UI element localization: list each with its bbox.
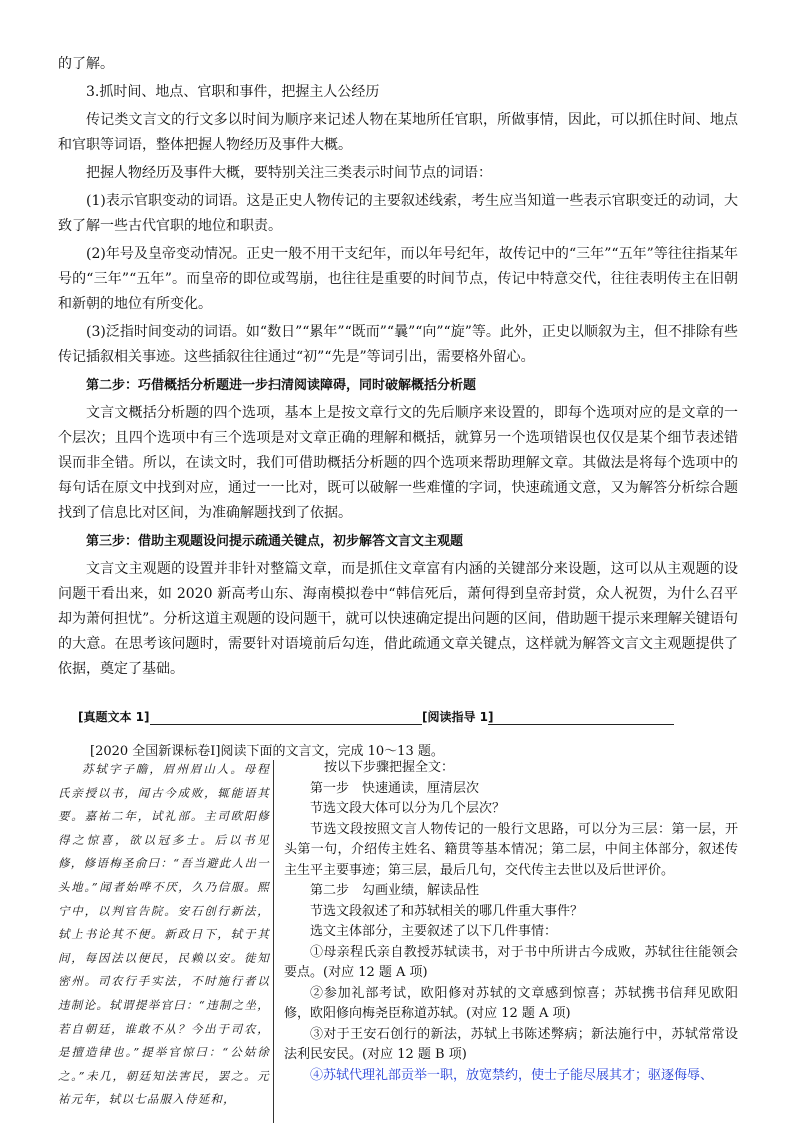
guide-line: 第二步 勾画业绩，解读品性 bbox=[310, 883, 480, 898]
guide-line: 按以下步骤把握全文： bbox=[324, 760, 455, 775]
guide-line: 选文主体部分，主要叙述了以下几件事情： bbox=[310, 924, 558, 939]
column-divider bbox=[273, 760, 274, 1123]
main-text bbox=[58, 52, 738, 685]
step3-paragraph: 文言文主观题的设置并非针对整篇文章，而是抓住文章富有内涵的关键部分来设题，这可以从主观题的设问题干看出来，如 2020 新高考山东、海南模拟卷中“韩信死后，萧何得到皇帝封赏，众人祝贺，为什么召平却为萧何担忧”。分析这道主观题的设问题干，就可以快速确定提出问题的区间，借助题干提示来理解关键语句的大意。在思考该问题时，需要针对语境前后勾连，借此疏通文章关键点，这样就为解答文言文主观题提供了依据，奠定了基础。 bbox=[58, 561, 738, 677]
two-column-section bbox=[58, 758, 738, 1123]
header-right-line bbox=[488, 724, 674, 725]
paragraph-1: 的了解。 bbox=[58, 56, 114, 72]
paragraph-2: 3.抓时间、地点、官职和事件，把握主人公经历 bbox=[86, 84, 380, 100]
guide-line: 第一步 快速通读，厘清层次 bbox=[310, 780, 480, 796]
paragraph-4: 把握人物经历及事件大概，要特别关注三类表示时间节点的词语： bbox=[86, 165, 492, 181]
paragraph-5: (1)表示官职变动的词语。这是正史人物传记的主要叙述线索，考生应当知道一些表示官职变迁的动词，大致了解一些古代官职的地位和职责。 bbox=[58, 193, 738, 234]
header-left-label: [真题文本 1] bbox=[78, 710, 150, 724]
guide-line: ③对于王安石创行的新法，苏轼上书陈述弊病；新法施行中，苏轼常常设法利民安民。(对应 12 题 B 项) bbox=[284, 1026, 738, 1062]
guide-line-highlighted: ④苏轼代理礼部贡举一职，放宽禁约，使士子能尽展其才；驱逐侮辱、 bbox=[310, 1067, 714, 1083]
header-right-label: [阅读指导 1] bbox=[422, 710, 494, 724]
step3-heading: 第三步：借助主观题设问提示疏通关键点，初步解答文言文主观题 bbox=[86, 534, 464, 549]
step2-paragraph: 文言文概括分析题的四个选项，基本上是按文章行文的先后顺序来设置的，即每个选项对应的是文章的一个层次；且四个选项中有三个选项是对文章正确的理解和概括，就算另一个选项错误也仅仅是某个细节表述错误而非全错。所以，在读文时，我们可借助概括分析题的四个选项来帮助理解文章。其做法是将每个选项中的每句话在原文中找到对应，通过一一比对，既可以破解一些难懂的字词，快速疏通文意，又为解答分析综合题找到了信息比对区间，为准确解题找到了依据。 bbox=[58, 405, 738, 521]
section-header-row bbox=[78, 708, 678, 728]
step2-heading: 第二步：巧借概括分析题进一步扫清阅读障碍，同时破解概括分析题 bbox=[86, 378, 477, 393]
classical-text: 苏轼字子瞻，眉州眉山人。母程氏亲授以书，闻古今成败，辄能语其要。嘉祐二年，试礼部。主司欧阳修得之惊喜，欲以冠多士。后以书见修，修语梅圣俞曰：“吾当避此人出一头地。”闻者始哗不厌，久乃信服。熙宁中，以判官告院。安石创行新法，轼上书论其不便。新政日下，轼于其间，每因法以便民，民赖以安。徙知密州。司农行手实法，不时施行者以违制论。轼谓提举官曰：“违制之坐，若自朝廷，谁敢不从？今出于司农，是擅造律也。”提举官惊曰：“公姑徐之。”未几，朝廷知法害民，罢之。元祐元年，轼以七品服入侍延和， bbox=[58, 762, 270, 1107]
paragraph-3: 传记类文言文的行文多以时间为顺序来记述人物在某地所任官职，所做事情，因此，可以抓住时间、地点和官职等词语，整体把握人物经历及事件大概。 bbox=[58, 112, 738, 153]
paragraph-6: (2)年号及皇帝变动情况。正史一般不用干支纪年，而以年号纪年，故传记中的“三年”“五年”等往往指某年号的“三年”“五年”。而皇帝的即位或驾崩，也往往是重要的时间节点，传记中特意交代，往往表明传主在旧朝和新朝的地位有所变化。 bbox=[58, 246, 738, 312]
reading-guide bbox=[284, 758, 738, 1086]
question-intro: [2020 全国新课标卷Ⅰ]阅读下面的文言文，完成 10～13 题。 bbox=[90, 744, 444, 759]
paragraph-7: (3)泛指时间变动的词语。如“数日”“累年”“既而”“曩”“向”“旋”等。此外，正史以顺叙为主，但不排除有些传记插叙相关事迹。这些插叙往往通过“初”“先是”等词引出，需要格外留心。 bbox=[58, 324, 738, 365]
guide-line: ①母亲程氏亲自教授苏轼读书，对于书中所讲古今成败，苏轼往往能领会要点。(对应 12 题 A 项) bbox=[284, 944, 738, 980]
guide-line: 节选文段按照文言人物传记的一般行文思路，可以分为三层：第一层，开头第一句，介绍传主姓名、籍贯等基本情况；第二层，中间主体部分，叙述传主生平主要事迹；第三层，最后几句，交代传主去世以及后世评价。 bbox=[284, 821, 738, 878]
guide-line: 节选文段大体可以分为几个层次？ bbox=[310, 801, 506, 816]
header-left-line bbox=[150, 724, 422, 725]
guide-line: ②参加礼部考试，欧阳修对苏轼的文章感到惊喜；苏轼携书信拜见欧阳修，欧阳修向梅尧臣称道苏轼。(对应 12 题 A 项) bbox=[284, 985, 738, 1021]
guide-line: 节选文段叙述了和苏轼相关的哪几件重大事件？ bbox=[310, 903, 584, 919]
